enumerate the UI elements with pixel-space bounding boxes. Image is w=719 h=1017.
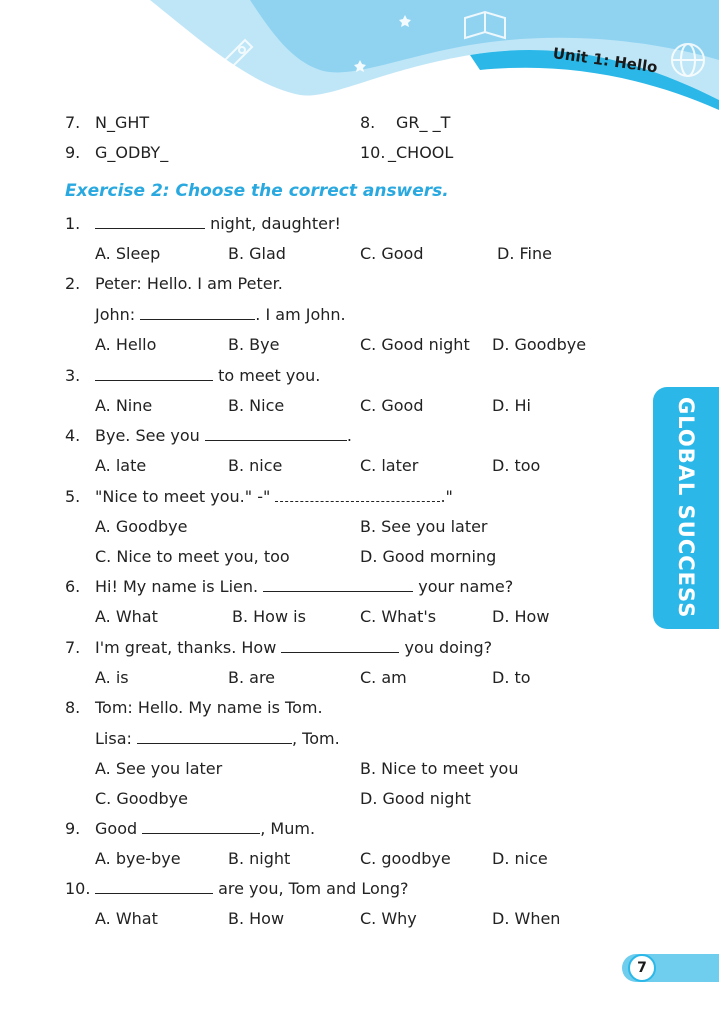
option-c[interactable]: C. later: [360, 456, 419, 475]
side-tab-label: GLOBAL SUCCESS: [674, 397, 698, 619]
list-item: [360, 113, 451, 133]
option-a[interactable]: A. is: [95, 668, 129, 687]
item-word: N_GHT: [95, 113, 150, 132]
option-c[interactable]: C. Why: [360, 909, 417, 928]
option-d[interactable]: D. Goodbye: [492, 335, 587, 354]
question-9: [65, 819, 316, 839]
question-text: Good , Mum.: [95, 819, 316, 838]
item-number: 10.: [360, 143, 386, 162]
question-text: Tom: Hello. My name is Tom.: [95, 698, 323, 717]
answer-blank[interactable]: [137, 729, 292, 744]
option-a[interactable]: A. Hello: [95, 335, 157, 354]
option-c[interactable]: C. Good: [360, 244, 424, 263]
question-7: [65, 638, 493, 658]
question-number: 9.: [65, 819, 81, 838]
question-number: 10.: [65, 879, 91, 898]
question-2: [65, 274, 283, 294]
option-c[interactable]: C. goodbye: [360, 849, 451, 868]
answer-blank[interactable]: [95, 366, 213, 381]
option-d[interactable]: D. Good morning: [360, 547, 497, 566]
item-number: 7.: [65, 113, 81, 132]
question-number: 4.: [65, 426, 81, 445]
option-d[interactable]: D. too: [492, 456, 541, 475]
option-a[interactable]: A. bye-bye: [95, 849, 181, 868]
option-b[interactable]: B. Bye: [228, 335, 280, 354]
question-5: [65, 487, 453, 507]
item-number: 9.: [65, 143, 81, 162]
option-d[interactable]: D. How: [492, 607, 550, 626]
question-4: [65, 426, 352, 446]
option-a[interactable]: A. What: [95, 607, 158, 626]
item-word: GR_ _T: [396, 113, 451, 132]
option-c[interactable]: C. Good: [360, 396, 424, 415]
list-item: [360, 143, 454, 163]
side-tab: [653, 387, 719, 629]
page-number: 7: [628, 954, 656, 982]
option-a[interactable]: A. late: [95, 456, 147, 475]
answer-blank[interactable]: [95, 214, 205, 229]
option-d[interactable]: D. Hi: [492, 396, 531, 415]
option-a[interactable]: A. What: [95, 909, 158, 928]
option-d[interactable]: D. When: [492, 909, 561, 928]
option-b[interactable]: B. Glad: [228, 244, 286, 263]
unit-title: Unit 1: Hello: [551, 44, 659, 77]
question-10: [65, 879, 409, 899]
list-item: [65, 143, 169, 163]
option-b[interactable]: B. nice: [228, 456, 283, 475]
option-b[interactable]: B. How: [228, 909, 285, 928]
option-c[interactable]: C. Goodbye: [95, 789, 188, 808]
answer-blank[interactable]: [95, 879, 213, 894]
option-a[interactable]: A. Goodbye: [95, 517, 188, 536]
answer-blank[interactable]: [263, 577, 413, 592]
question-text: Hi! My name is Lien. your name?: [95, 577, 514, 596]
question-number: 3.: [65, 366, 81, 385]
option-d[interactable]: D. Good night: [360, 789, 471, 808]
option-d[interactable]: D. nice: [492, 849, 548, 868]
option-a[interactable]: A. Nine: [95, 396, 153, 415]
answer-blank[interactable]: [140, 305, 255, 320]
question-text: to meet you.: [95, 366, 320, 386]
question-8-line2: Lisa: , Tom.: [95, 729, 340, 748]
question-text: I'm great, thanks. How you doing?: [95, 638, 493, 657]
question-text: are you, Tom and Long?: [95, 879, 409, 899]
question-number: 8.: [65, 698, 81, 717]
option-b[interactable]: B. night: [228, 849, 291, 868]
option-c[interactable]: C. Nice to meet you, too: [95, 547, 290, 566]
option-d[interactable]: D. to: [492, 668, 531, 687]
option-b[interactable]: B. are: [228, 668, 276, 687]
option-a[interactable]: A. See you later: [95, 759, 223, 778]
option-d[interactable]: D. Fine: [497, 244, 552, 263]
answer-blank[interactable]: [275, 487, 440, 502]
question-text: Bye. See you .: [95, 426, 352, 445]
answer-blank[interactable]: [281, 638, 399, 653]
option-b[interactable]: B. See you later: [360, 517, 488, 536]
option-c[interactable]: C. Good night: [360, 335, 470, 354]
question-number: 2.: [65, 274, 81, 293]
question-text: "Nice to meet you." -" .": [95, 487, 453, 506]
question-text: Peter: Hello. I am Peter.: [95, 274, 283, 293]
list-item: [65, 113, 150, 133]
question-number: 7.: [65, 638, 81, 657]
question-1: [65, 214, 341, 234]
option-c[interactable]: C. am: [360, 668, 407, 687]
question-number: 5.: [65, 487, 81, 506]
question-8: [65, 698, 323, 718]
question-number: 6.: [65, 577, 81, 596]
question-2-line2: John: . I am John.: [95, 305, 346, 324]
option-b[interactable]: B. Nice to meet you: [360, 759, 519, 778]
option-a[interactable]: A. Sleep: [95, 244, 161, 263]
exercise-title: Exercise 2: Choose the correct answers.: [65, 181, 449, 201]
item-word: _CHOOL: [388, 143, 454, 162]
question-number: 1.: [65, 214, 81, 233]
answer-blank[interactable]: [205, 426, 347, 441]
question-3: [65, 366, 321, 386]
option-b[interactable]: B. How is: [232, 607, 306, 626]
option-c[interactable]: C. What's: [360, 607, 437, 626]
answer-blank[interactable]: [142, 819, 260, 834]
item-word: G_ODBY_: [95, 143, 169, 162]
item-number: 8.: [360, 113, 376, 132]
question-text: night, daughter!: [95, 214, 341, 234]
question-6: [65, 577, 514, 597]
option-b[interactable]: B. Nice: [228, 396, 285, 415]
